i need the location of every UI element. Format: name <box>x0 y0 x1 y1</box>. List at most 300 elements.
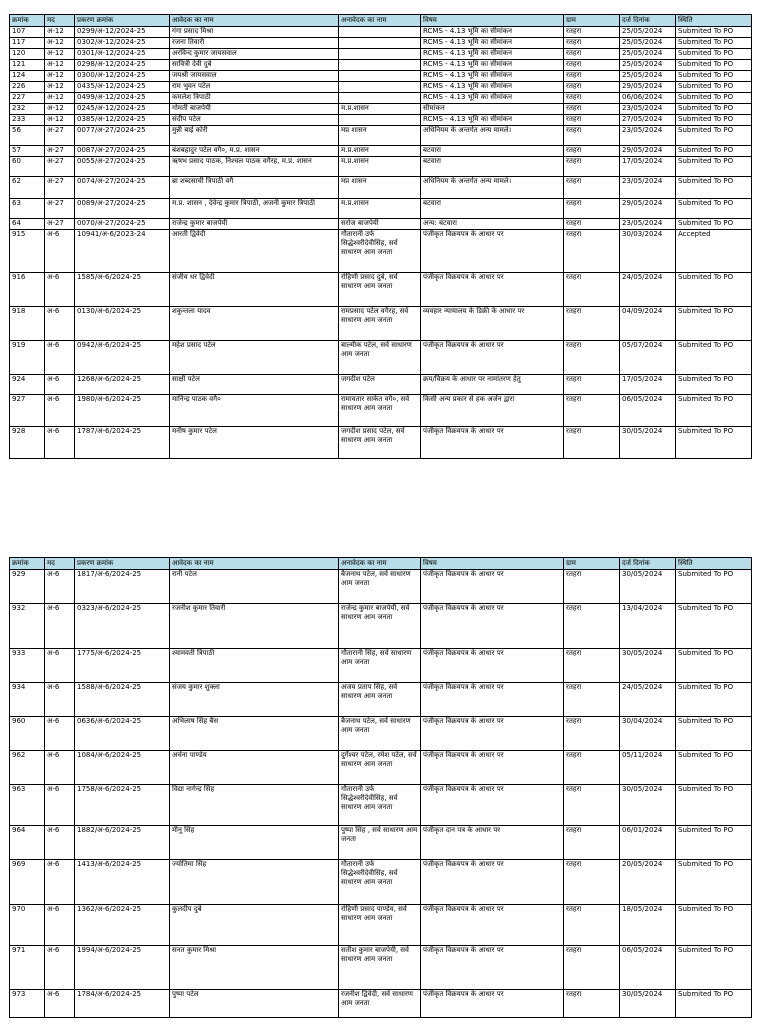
table-row <box>10 826 752 860</box>
subject-cell: RCMS - 4.13 भूमि का सीमांकन <box>421 82 564 93</box>
status-cell: Submited To PO <box>676 199 752 219</box>
serial-cell: 916 <box>10 273 45 307</box>
serial-cell: 233 <box>10 115 45 126</box>
applicant-name-cell: विद्या नागेन्द्र सिंह <box>170 785 339 826</box>
village-cell: रतहरा <box>564 341 620 375</box>
applicant-name-cell: अभिलाष सिंह बैस <box>170 717 339 751</box>
case-number-cell: 0301/अ-12/2024-25 <box>75 49 170 60</box>
entry-date-cell: 06/05/2024 <box>620 946 676 990</box>
village-cell: रतहरा <box>564 785 620 826</box>
case-table-2 <box>9 557 752 1018</box>
village-cell: रतहरा <box>564 649 620 683</box>
table-row <box>10 157 752 177</box>
applicant-name-cell: मनीष कुमार पटेल <box>170 427 339 459</box>
status-cell: Submited To PO <box>676 649 752 683</box>
applicant-name-cell: कुलदीप दुबे <box>170 905 339 946</box>
status-cell: Submited To PO <box>676 115 752 126</box>
table-row <box>10 146 752 157</box>
village-cell: रतहरा <box>564 427 620 459</box>
category-cell: अ-6 <box>45 395 75 427</box>
village-cell: रतहरा <box>564 157 620 177</box>
subject-cell: बटवारा <box>421 146 564 157</box>
case-number-cell: 1882/अ-6/2024-25 <box>75 826 170 860</box>
category-cell: अ-6 <box>45 905 75 946</box>
village-cell: रतहरा <box>564 273 620 307</box>
entry-date-cell: 30/05/2024 <box>620 785 676 826</box>
applicant-name-cell: बंशबहादुर पटेल वगै०, म.प्र. शासन <box>170 146 339 157</box>
subject-cell: पंजीकृत विक्रयपत्र के आधार पर <box>421 751 564 785</box>
column-header: स्थिति <box>676 15 752 27</box>
column-header: अनावेदक का नाम <box>339 15 421 27</box>
subject-cell: अधिनियम के अन्तर्गत अन्य मामले। <box>421 126 564 146</box>
table-row <box>10 219 752 230</box>
category-cell: अ-12 <box>45 49 75 60</box>
applicant-name-cell: संजय कुमार शुक्ला <box>170 683 339 717</box>
serial-cell: 932 <box>10 604 45 649</box>
entry-date-cell: 25/05/2024 <box>620 38 676 49</box>
case-number-cell: 0089/अ-27/2024-25 <box>75 199 170 219</box>
case-number-cell: 0435/अ-12/2024-25 <box>75 82 170 93</box>
respondent-name-cell: गौतारानी उर्फ सिद्धेश्वरीदेवीसिंह, सर्व साधारण आम जनता <box>339 785 421 826</box>
table-row <box>10 82 752 93</box>
category-cell: अ-12 <box>45 60 75 71</box>
entry-date-cell: 20/05/2024 <box>620 860 676 905</box>
subject-cell: पंजीकृत विक्रयपत्र के आधार पर <box>421 341 564 375</box>
subject-cell: बटवारा <box>421 157 564 177</box>
case-number-cell: 0055/अ-27/2024-25 <box>75 157 170 177</box>
category-cell: अ-27 <box>45 177 75 199</box>
entry-date-cell: 30/05/2024 <box>620 570 676 604</box>
village-cell: रतहरा <box>564 230 620 273</box>
subject-cell: पंजीकृत विक्रयपत्र के आधार पर <box>421 604 564 649</box>
village-cell: रतहरा <box>564 826 620 860</box>
table-header-row <box>10 15 752 27</box>
status-cell: Submited To PO <box>676 273 752 307</box>
village-cell: रतहरा <box>564 38 620 49</box>
status-cell: Submited To PO <box>676 177 752 199</box>
applicant-name-cell: जयश्री जायसवाल <box>170 71 339 82</box>
category-cell: अ-6 <box>45 990 75 1018</box>
village-cell: रतहरा <box>564 71 620 82</box>
serial-cell: 928 <box>10 427 45 459</box>
status-cell: Submited To PO <box>676 946 752 990</box>
subject-cell: RCMS - 4.13 भूमि का सीमांकन <box>421 49 564 60</box>
respondent-name-cell: सतीश कुमार बाजपेयी, सर्व साधारण आम जनता <box>339 946 421 990</box>
subject-cell: पंजीकृत दान पत्र के आधार पर <box>421 826 564 860</box>
status-cell: Submited To PO <box>676 751 752 785</box>
respondent-name-cell: म.प्र.शासन <box>339 104 421 115</box>
applicant-name-cell: अर्चना पाण्डेय <box>170 751 339 785</box>
category-cell: अ-6 <box>45 375 75 395</box>
village-cell: रतहरा <box>564 177 620 199</box>
respondent-name-cell <box>339 82 421 93</box>
serial-cell: 919 <box>10 341 45 375</box>
entry-date-cell: 25/05/2024 <box>620 49 676 60</box>
applicant-name-cell: शकुन्तला यादव <box>170 307 339 341</box>
serial-cell: 232 <box>10 104 45 115</box>
serial-cell: 915 <box>10 230 45 273</box>
respondent-name-cell <box>339 60 421 71</box>
applicant-name-cell: मुन्नी बाई कोरी <box>170 126 339 146</box>
entry-date-cell: 30/05/2024 <box>620 427 676 459</box>
status-cell: Submited To PO <box>676 717 752 751</box>
category-cell: अ-6 <box>45 860 75 905</box>
respondent-name-cell: गौतारानी उर्फ सिद्धेश्वरीदेवीसिंह, सर्व साधारण आम जनता <box>339 860 421 905</box>
category-cell: अ-27 <box>45 219 75 230</box>
status-cell: Submited To PO <box>676 219 752 230</box>
column-header: स्थिति <box>676 558 752 570</box>
case-table-1 <box>9 14 752 459</box>
applicant-name-cell: ऋषभ प्रसाद पाठक, निश्चल पाठक वगैरह, म.प्र. शासन <box>170 157 339 177</box>
respondent-name-cell: गौतारानी सिंह, सर्व साधारण आम जनता <box>339 649 421 683</box>
serial-cell: 227 <box>10 93 45 104</box>
status-cell: Submited To PO <box>676 341 752 375</box>
entry-date-cell: 13/04/2024 <box>620 604 676 649</box>
case-number-cell: 0077/अ-27/2024-25 <box>75 126 170 146</box>
entry-date-cell: 25/05/2024 <box>620 60 676 71</box>
respondent-name-cell: म.प्र.शासन <box>339 146 421 157</box>
table-row <box>10 71 752 82</box>
entry-date-cell: 23/05/2024 <box>620 126 676 146</box>
respondent-name-cell: जगदीश प्रसाद पटेल, सर्व साधारण आम जनता <box>339 427 421 459</box>
applicant-name-cell: रानी पटेल <box>170 570 339 604</box>
category-cell: अ-6 <box>45 717 75 751</box>
applicant-name-cell: साक्षी पटेल <box>170 375 339 395</box>
table-row <box>10 570 752 604</box>
case-number-cell: 1994/अ-6/2024-25 <box>75 946 170 990</box>
applicant-name-cell: श्यामवती त्रिपाठी <box>170 649 339 683</box>
status-cell: Submited To PO <box>676 71 752 82</box>
village-cell: रतहरा <box>564 946 620 990</box>
serial-cell: 933 <box>10 649 45 683</box>
serial-cell: 63 <box>10 199 45 219</box>
case-number-cell: 0636/अ-6/2024-25 <box>75 717 170 751</box>
village-cell: रतहरा <box>564 751 620 785</box>
entry-date-cell: 30/05/2024 <box>620 990 676 1018</box>
column-header: आवेदक का नाम <box>170 558 339 570</box>
village-cell: रतहरा <box>564 27 620 38</box>
entry-date-cell: 29/05/2024 <box>620 82 676 93</box>
respondent-name-cell: रोहिणी प्रसाद पाण्डेय, सर्व साधारण आम जनता <box>339 905 421 946</box>
applicant-name-cell: संदीप पटेल <box>170 115 339 126</box>
entry-date-cell: 06/05/2024 <box>620 395 676 427</box>
subject-cell: RCMS - 4.13 भूमि का सीमांकन <box>421 93 564 104</box>
entry-date-cell: 30/05/2024 <box>620 649 676 683</box>
respondent-name-cell: बाल्मीक पटेल, सर्व साधारण आम जनता <box>339 341 421 375</box>
subject-cell: सीमांकन <box>421 104 564 115</box>
status-cell: Submited To PO <box>676 60 752 71</box>
table-row <box>10 27 752 38</box>
village-cell: रतहरा <box>564 307 620 341</box>
status-cell: Submited To PO <box>676 146 752 157</box>
subject-cell: पंजीकृत विक्रयपत्र के आधार पर <box>421 230 564 273</box>
entry-date-cell: 17/05/2024 <box>620 375 676 395</box>
respondent-name-cell: बैजनाथ पटेल, सर्व साधारण आम जनता <box>339 570 421 604</box>
table-header-row <box>10 558 752 570</box>
table-row <box>10 177 752 199</box>
status-cell: Submited To PO <box>676 990 752 1018</box>
status-cell: Submited To PO <box>676 27 752 38</box>
column-header: ग्राम <box>564 558 620 570</box>
village-cell: रतहरा <box>564 860 620 905</box>
serial-cell: 970 <box>10 905 45 946</box>
subject-cell: पंजीकृत विक्रयपत्र के आधार पर <box>421 427 564 459</box>
applicant-name-cell: ब्रा शब्दसाची त्रिपाठी वगै <box>170 177 339 199</box>
subject-cell: पंजीकृत विक्रयपत्र के आधार पर <box>421 273 564 307</box>
village-cell: रतहरा <box>564 82 620 93</box>
applicant-name-cell: संजीव धर द्विवेदी <box>170 273 339 307</box>
column-header: दर्ज दिनांक <box>620 558 676 570</box>
entry-date-cell: 29/05/2024 <box>620 199 676 219</box>
serial-cell: 60 <box>10 157 45 177</box>
column-header: ग्राम <box>564 15 620 27</box>
case-number-cell: 1413/अ-6/2024-25 <box>75 860 170 905</box>
village-cell: रतहरा <box>564 60 620 71</box>
serial-cell: 64 <box>10 219 45 230</box>
respondent-name-cell: अजय प्रताप सिंह, सर्व साधारण आम जनता <box>339 683 421 717</box>
table-row <box>10 60 752 71</box>
table-row <box>10 683 752 717</box>
applicant-name-cell: अरविन्द कुमार जायसवाल <box>170 49 339 60</box>
entry-date-cell: 30/04/2024 <box>620 717 676 751</box>
entry-date-cell: 23/05/2024 <box>620 219 676 230</box>
entry-date-cell: 29/05/2024 <box>620 146 676 157</box>
category-cell: अ-6 <box>45 826 75 860</box>
case-number-cell: 0087/अ-27/2024-25 <box>75 146 170 157</box>
status-cell: Submited To PO <box>676 375 752 395</box>
case-number-cell: 0499/अ-12/2024-25 <box>75 93 170 104</box>
category-cell: अ-12 <box>45 27 75 38</box>
case-number-cell: 0074/अ-27/2024-25 <box>75 177 170 199</box>
category-cell: अ-12 <box>45 93 75 104</box>
case-number-cell: 1758/अ-6/2024-25 <box>75 785 170 826</box>
village-cell: रतहरा <box>564 717 620 751</box>
subject-cell: पंजीकृत विक्रयपत्र के आधार पर <box>421 649 564 683</box>
subject-cell: RCMS - 4.13 भूमि का सीमांकन <box>421 60 564 71</box>
category-cell: अ-27 <box>45 126 75 146</box>
category-cell: अ-6 <box>45 946 75 990</box>
serial-cell: 56 <box>10 126 45 146</box>
status-cell: Submited To PO <box>676 395 752 427</box>
serial-cell: 971 <box>10 946 45 990</box>
case-number-cell: 0302/अ-12/2024-25 <box>75 38 170 49</box>
subject-cell: किसी अन्य प्रकार से हक अर्जन द्वारा <box>421 395 564 427</box>
entry-date-cell: 25/05/2024 <box>620 71 676 82</box>
category-cell: अ-12 <box>45 82 75 93</box>
subject-cell: RCMS - 4.13 भूमि का सीमांकन <box>421 27 564 38</box>
table-row <box>10 990 752 1018</box>
table-row <box>10 273 752 307</box>
subject-cell: पंजीकृत विक्रयपत्र के आधार पर <box>421 860 564 905</box>
case-number-cell: 1787/अ-6/2024-25 <box>75 427 170 459</box>
category-cell: अ-27 <box>45 157 75 177</box>
status-cell: Submited To PO <box>676 104 752 115</box>
serial-cell: 963 <box>10 785 45 826</box>
village-cell: रतहरा <box>564 990 620 1018</box>
status-cell: Submited To PO <box>676 785 752 826</box>
table-row <box>10 199 752 219</box>
entry-date-cell: 23/05/2024 <box>620 177 676 199</box>
applicant-name-cell: गोमती बाजपेयी <box>170 104 339 115</box>
case-number-cell: 0323/अ-6/2024-25 <box>75 604 170 649</box>
serial-cell: 929 <box>10 570 45 604</box>
respondent-name-cell: गौतारानी उर्फ सिद्धेश्वरीदेवीसिंह, सर्व साधारण आम जनता <box>339 230 421 273</box>
serial-cell: 57 <box>10 146 45 157</box>
entry-date-cell: 23/05/2024 <box>620 104 676 115</box>
subject-cell: व्यवहार न्यायालय के डिक्री के आधार पर <box>421 307 564 341</box>
case-number-cell: 10941/अ-6/2023-24 <box>75 230 170 273</box>
case-number-cell: 1084/अ-6/2024-25 <box>75 751 170 785</box>
table-row <box>10 751 752 785</box>
applicant-name-cell: सावित्री देवी दुबे <box>170 60 339 71</box>
case-number-cell: 1585/अ-6/2024-25 <box>75 273 170 307</box>
applicant-name-cell: आरती द्विवेदी <box>170 230 339 273</box>
status-cell: Accepted <box>676 230 752 273</box>
applicant-name-cell: राजेन्द्र कुमार बाजपेयी <box>170 219 339 230</box>
respondent-name-cell: रामप्रसाद पटेल वगैरह, सर्व साधारण आम जनता <box>339 307 421 341</box>
table-row <box>10 717 752 751</box>
subject-cell: RCMS - 4.13 भूमि का सीमांकन <box>421 71 564 82</box>
category-cell: अ-6 <box>45 649 75 683</box>
respondent-name-cell: रामावतार साकेत वगै०, सर्व साधारण आम जनता <box>339 395 421 427</box>
case-number-cell: 0942/अ-6/2024-25 <box>75 341 170 375</box>
applicant-name-cell: रजना तिवारी <box>170 38 339 49</box>
case-number-cell: 0070/अ-27/2024-25 <box>75 219 170 230</box>
subject-cell: पंजीकृत विक्रयपत्र के आधार पर <box>421 905 564 946</box>
serial-cell: 120 <box>10 49 45 60</box>
serial-cell: 962 <box>10 751 45 785</box>
applicant-name-cell: ज्योतिमा सिंह <box>170 860 339 905</box>
column-header: प्रकरण क्रमांक <box>75 558 170 570</box>
subject-cell: क्रय/विक्रय के आधार पर नामांतरण हेतु <box>421 375 564 395</box>
village-cell: रतहरा <box>564 126 620 146</box>
respondent-name-cell: दुर्गेश्वर पटेल, रमेश पटेल, सर्व साधारण आम जनता <box>339 751 421 785</box>
case-number-cell: 1775/अ-6/2024-25 <box>75 649 170 683</box>
table-row <box>10 230 752 273</box>
category-cell: अ-12 <box>45 38 75 49</box>
category-cell: अ-6 <box>45 230 75 273</box>
subject-cell: पंजीकृत विक्रयपत्र के आधार पर <box>421 717 564 751</box>
table-row <box>10 115 752 126</box>
entry-date-cell: 24/05/2024 <box>620 273 676 307</box>
serial-cell: 226 <box>10 82 45 93</box>
case-number-cell: 0385/अ-12/2024-25 <box>75 115 170 126</box>
status-cell: Submited To PO <box>676 82 752 93</box>
table-row <box>10 93 752 104</box>
serial-cell: 960 <box>10 717 45 751</box>
serial-cell: 62 <box>10 177 45 199</box>
column-header: क्रमांक <box>10 15 45 27</box>
respondent-name-cell <box>339 38 421 49</box>
category-cell: अ-6 <box>45 683 75 717</box>
applicant-name-cell: राम भुवन पटेल <box>170 82 339 93</box>
respondent-name-cell: बैजनाथ पटेल, सर्व साधारण आम जनता <box>339 717 421 751</box>
respondent-name-cell: म.प्र.शासन <box>339 199 421 219</box>
respondent-name-cell: रजनीश द्विवेदी, सर्व साधारण आम जनता <box>339 990 421 1018</box>
category-cell: अ-6 <box>45 570 75 604</box>
village-cell: रतहरा <box>564 49 620 60</box>
category-cell: अ-6 <box>45 785 75 826</box>
table-row <box>10 395 752 427</box>
village-cell: रतहरा <box>564 683 620 717</box>
table-row <box>10 604 752 649</box>
respondent-name-cell: मप्र शासन <box>339 126 421 146</box>
entry-date-cell: 06/01/2024 <box>620 826 676 860</box>
serial-cell: 124 <box>10 71 45 82</box>
serial-cell: 918 <box>10 307 45 341</box>
case-number-cell: 0299/अ-12/2024-25 <box>75 27 170 38</box>
category-cell: अ-27 <box>45 146 75 157</box>
status-cell: Submited To PO <box>676 860 752 905</box>
entry-date-cell: 06/06/2024 <box>620 93 676 104</box>
entry-date-cell: 18/05/2024 <box>620 905 676 946</box>
category-cell: अ-6 <box>45 427 75 459</box>
column-header: अनावेदक का नाम <box>339 558 421 570</box>
column-header: मद <box>45 558 75 570</box>
entry-date-cell: 30/03/2024 <box>620 230 676 273</box>
case-number-cell: 1817/अ-6/2024-25 <box>75 570 170 604</box>
case-number-cell: 1784/अ-6/2024-25 <box>75 990 170 1018</box>
category-cell: अ-6 <box>45 273 75 307</box>
table-row <box>10 785 752 826</box>
applicant-name-cell: मानिन्द्र पाठक वगै० <box>170 395 339 427</box>
category-cell: अ-12 <box>45 115 75 126</box>
table-body <box>10 27 752 459</box>
category-cell: अ-6 <box>45 341 75 375</box>
applicant-name-cell: पुष्पा पटेल <box>170 990 339 1018</box>
village-cell: रतहरा <box>564 905 620 946</box>
village-cell: रतहरा <box>564 146 620 157</box>
table-row <box>10 375 752 395</box>
category-cell: अ-12 <box>45 71 75 82</box>
serial-cell: 934 <box>10 683 45 717</box>
village-cell: रतहरा <box>564 604 620 649</box>
respondent-name-cell: राजेन्द्र कुमार बाजपेयी, सर्व साधारण आम जनता <box>339 604 421 649</box>
serial-cell: 969 <box>10 860 45 905</box>
case-number-cell: 0300/अ-12/2024-25 <box>75 71 170 82</box>
subject-cell: RCMS - 4.13 भूमि का सीमांकन <box>421 38 564 49</box>
table-row <box>10 946 752 990</box>
category-cell: अ-6 <box>45 751 75 785</box>
category-cell: अ-6 <box>45 307 75 341</box>
entry-date-cell: 04/09/2024 <box>620 307 676 341</box>
respondent-name-cell <box>339 115 421 126</box>
table-row <box>10 307 752 341</box>
serial-cell: 924 <box>10 375 45 395</box>
serial-cell: 927 <box>10 395 45 427</box>
village-cell: रतहरा <box>564 375 620 395</box>
applicant-name-cell: सनत कुमार मिश्रा <box>170 946 339 990</box>
village-cell: रतहरा <box>564 199 620 219</box>
serial-cell: 121 <box>10 60 45 71</box>
respondent-name-cell <box>339 93 421 104</box>
category-cell: अ-12 <box>45 104 75 115</box>
respondent-name-cell <box>339 27 421 38</box>
entry-date-cell: 24/05/2024 <box>620 683 676 717</box>
entry-date-cell: 17/05/2024 <box>620 157 676 177</box>
respondent-name-cell <box>339 49 421 60</box>
status-cell: Submited To PO <box>676 93 752 104</box>
case-number-cell: 1362/अ-6/2024-25 <box>75 905 170 946</box>
village-cell: रतहरा <box>564 570 620 604</box>
village-cell: रतहरा <box>564 93 620 104</box>
applicant-name-cell: गंगा प्रसाद मिश्रा <box>170 27 339 38</box>
applicant-name-cell: मीनू सिंह <box>170 826 339 860</box>
village-cell: रतहरा <box>564 395 620 427</box>
applicant-name-cell: कमलेश त्रिपाठी <box>170 93 339 104</box>
respondent-name-cell: जगदीश पटेल <box>339 375 421 395</box>
column-header: विषय <box>421 558 564 570</box>
